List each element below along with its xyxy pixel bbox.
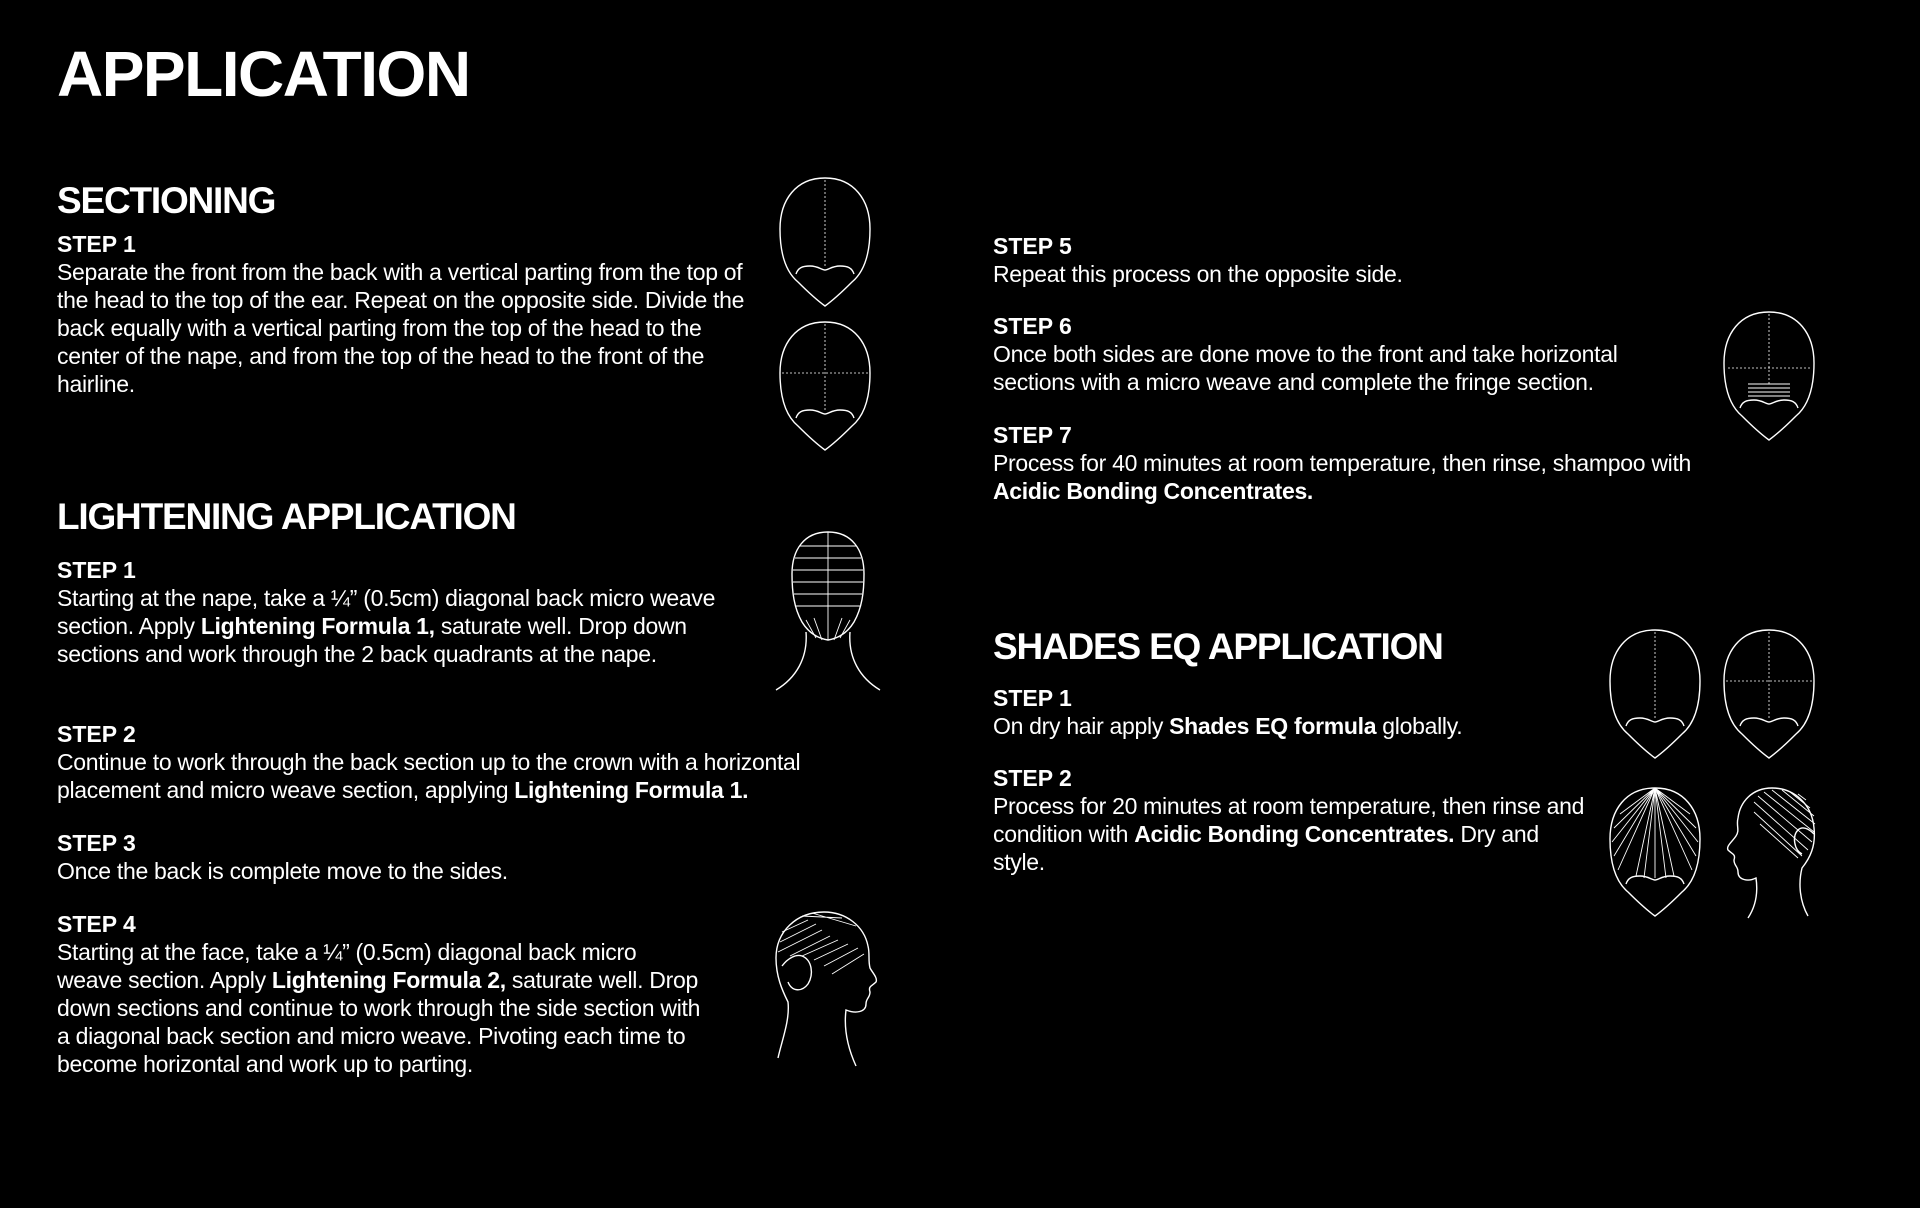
step-text: Once both sides are done move to the front and take horizontal sections with a micro weave and complete the fringe section. [993,341,1618,395]
lightening-step-6 [993,312,1683,396]
step-text: Process for 20 minutes at room temperature, then rinse and condition with Acidic Bonding Concentrates. Dry and style. [993,793,1585,875]
step-label: STEP 6 [993,313,1072,339]
step-label: STEP 2 [57,721,136,747]
lightening-step-3 [57,829,887,885]
step-label: STEP 4 [57,911,136,937]
step-text: Starting at the nape, take a ¼” (0.5cm) diagonal back micro weave section. Apply Lightening Formula 1, saturate well. Drop down sections and work through the 2 back quadrants at the nape. [57,585,716,667]
step-text: Repeat this process on the opposite side. [993,261,1403,287]
head-side-diagonal-icon [772,910,880,1070]
sectioning-step-1 [57,230,757,398]
section-heading-sectioning: SECTIONING [57,180,276,221]
lightening-step-5 [993,232,1713,288]
step-label: STEP 1 [57,557,136,583]
shades-step-2 [993,764,1593,876]
step-label: STEP 5 [993,233,1072,259]
head-top-quadrant-icon [776,318,874,454]
head-side-striped-icon [1724,784,1820,920]
lightening-step-1 [57,556,737,668]
section-heading-lightening: LIGHTENING APPLICATION [57,496,516,537]
lightening-step-2 [57,720,897,804]
head-top-icon [776,174,874,310]
head-top-striped-icon [1606,784,1704,924]
step-label: STEP 7 [993,422,1072,448]
head-back-horizontal-icon [776,528,882,696]
head-top-global-icon [1606,626,1704,766]
step-text: Once the back is complete move to the sides. [57,858,508,884]
step-label: STEP 3 [57,830,136,856]
page-title: APPLICATION [57,38,470,110]
step-text: Process for 40 minutes at room temperature, then rinse, shampoo with Acidic Bonding Concentrates. [993,450,1692,504]
step-label: STEP 2 [993,765,1072,791]
step-label: STEP 1 [993,685,1072,711]
step-text: Starting at the face, take a ¼” (0.5cm) diagonal back micro weave section. Apply Lightening Formula 2, saturate well. Drop down sections and continue to work through the side section with a diagonal back section and micro weave. Pivoting each time to become horizontal and work up to parting. [57,939,701,1077]
lightening-step-4 [57,910,707,1078]
lightening-step-7 [993,421,1723,505]
head-top-sectioned-icon [1720,626,1818,766]
shades-step-1 [993,684,1593,740]
step-text: Continue to work through the back section up to the crown with a horizontal placement and micro weave section, applying Lightening Formula 1. [57,749,801,803]
step-label: STEP 1 [57,231,136,257]
step-text: On dry hair apply Shades EQ formula globally. [993,713,1463,739]
section-heading-shades-eq: SHADES EQ APPLICATION [993,626,1443,667]
step-text: Separate the front from the back with a vertical parting from the top of the head to the top of the ear. Repeat on the opposite side. Divide the back equally with a vertical parting from the top of the head to the center of the nape, and from the top of the head to the front of the hairline. [57,259,745,397]
head-front-fringe-icon [1720,308,1818,448]
